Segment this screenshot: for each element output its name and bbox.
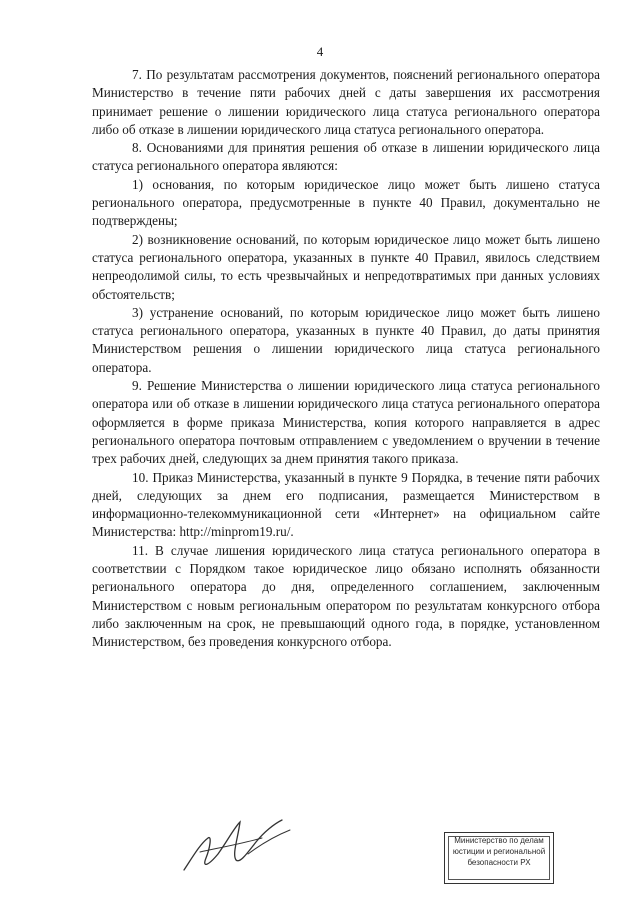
paragraph-11: 11. В случае лишения юридического лица статуса регионального оператора в соответствии с Порядком такое юридическое лицо обязано исполнять обязанности регионального оператора до дня, определенного соглашением, заключенным Министерством с новым региональным оператором по результатам конкурсного отбора либо заключенным на срок, не превышающий одного года, в порядке, установленном Министерством, без проведения конкурсного отбора.: [92, 542, 600, 650]
paragraph-8: 8. Основаниями для принятия решения об отказе в лишении юридического лица статуса регионального оператора являются:: [92, 140, 600, 174]
registration-stamp: [444, 832, 554, 884]
stamp-line-3: безопасности РХ: [467, 858, 531, 867]
paragraph-8-item-1: 1) основания, по которым юридическое лицо может быть лишено статуса регионального оператора, предусмотренные в пункте 40 Правил, документально не подтверждены;: [92, 176, 600, 229]
paragraph-8-item-3: 3) устранение оснований, по которым юридическое лицо может быть лишено статуса регионального оператора, указанных в пункте 40 Правил, до даты принятия Министерством решения о лишении юридического лица статуса регионального оператора.: [92, 304, 600, 375]
paragraph-8-item-2: 2) возникновение оснований, по которым юридическое лицо может быть лишено статуса регионального оператора, указанных в пункте 40 Правил, явилось следствием непреодолимой силы, то есть чрезвычайных и непредотвратимых при данных условиях обстоятельств;: [92, 231, 600, 302]
signature-image: [178, 808, 308, 880]
stamp-line-2: юстиции и региональной: [452, 847, 546, 856]
paragraph-7: 7. По результатам рассмотрения документов, пояснений регионального оператора Министерство в течение пяти рабочих дней с даты завершения их рассмотрения принимает решение о лишении юридического лица статуса регионального оператора либо об отказе в лишении юридического лица статуса регионального оператора.: [92, 67, 600, 137]
paragraph-9: 9. Решение Министерства о лишении юридического лица статуса регионального оператора или об отказе в лишении юридического лица статуса регионального оператора оформляется в форме приказа Министерства, копия которого направляется в адрес регионального оператора почтовым отправлением с уведомлением о вручении в течение трех рабочих дней, следующих за днем принятия такого приказа.: [92, 378, 600, 467]
page-number: 4: [316, 44, 324, 59]
paragraph-10: 10. Приказ Министерства, указанный в пункте 9 Порядка, в течение пяти рабочих дней, следующих за днем его подписания, размещается Министерством в информационно-телекоммуникационной сети «Интернет» на официальном сайте Министерства: http://minprom19.ru/.: [92, 469, 600, 540]
document-body: [92, 66, 600, 652]
stamp-line-1: Министерство по делам: [454, 836, 544, 845]
